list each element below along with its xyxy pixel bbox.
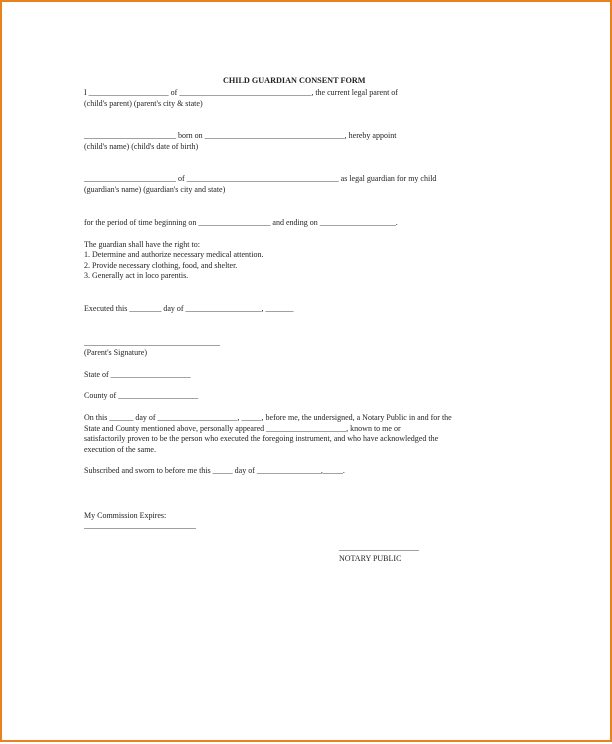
executed-line: Executed this ________ day of ___________________, _______ bbox=[84, 304, 294, 313]
notary-paragraph-line: State and County mentioned above, personally appeared ____________________, known to me or bbox=[84, 424, 401, 433]
notary-paragraph-line: execution of the same. bbox=[84, 445, 156, 454]
state-line: State of ____________________ bbox=[84, 370, 191, 379]
rights-item: 2. Provide necessary clothing, food, and shelter. bbox=[84, 261, 238, 270]
guardian-line: _______________________ of ______________________________________ as legal guardian for my child bbox=[84, 174, 437, 183]
child-line-caption: (child's name) (child's date of birth) bbox=[84, 142, 199, 151]
notary-paragraph-line: satisfactorily proven to be the person who executed the foregoing instrument, and who have acknowledged the bbox=[84, 434, 439, 443]
parent-signature-label: (Parent's Signature) bbox=[84, 348, 147, 357]
rights-item: 1. Determine and authorize necessary medical attention. bbox=[84, 250, 264, 259]
rights-intro: The guardian shall have the right to: bbox=[84, 240, 200, 249]
commission-label: My Commission Expires: bbox=[84, 511, 167, 520]
period-line: for the period of time beginning on __________________ and ending on ___________________. bbox=[84, 218, 398, 227]
child-line: _______________________ born on ___________________________________, hereby appoint bbox=[84, 131, 397, 140]
parent-signature-line: __________________________________ bbox=[84, 338, 220, 347]
rights-item: 3. Generally act in loco parentis. bbox=[84, 271, 189, 280]
notary-public-label: NOTARY PUBLIC bbox=[339, 554, 402, 563]
subscribed-line: Subscribed and sworn to before me this _____ day of ________________,_____. bbox=[84, 466, 345, 475]
notary-signature-line: ____________________ bbox=[339, 543, 419, 552]
notary-paragraph-line: On this ______ day of ____________________, _____, before me, the undersigned, a Notary Public in and for the bbox=[84, 413, 452, 422]
commission-line: ____________________________ bbox=[84, 521, 196, 530]
county-line: County of ____________________ bbox=[84, 391, 199, 400]
guardian-line-caption: (guardian's name) (guardian's city and state) bbox=[84, 185, 226, 194]
parent-line-caption: (child's parent) (parent's city & state) bbox=[84, 99, 203, 108]
parent-line: I ____________________ of _________________________________, the current legal parent of bbox=[84, 88, 398, 97]
form-title: CHILD GUARDIAN CONSENT FORM bbox=[223, 76, 366, 85]
consent-form-document bbox=[2, 2, 612, 744]
